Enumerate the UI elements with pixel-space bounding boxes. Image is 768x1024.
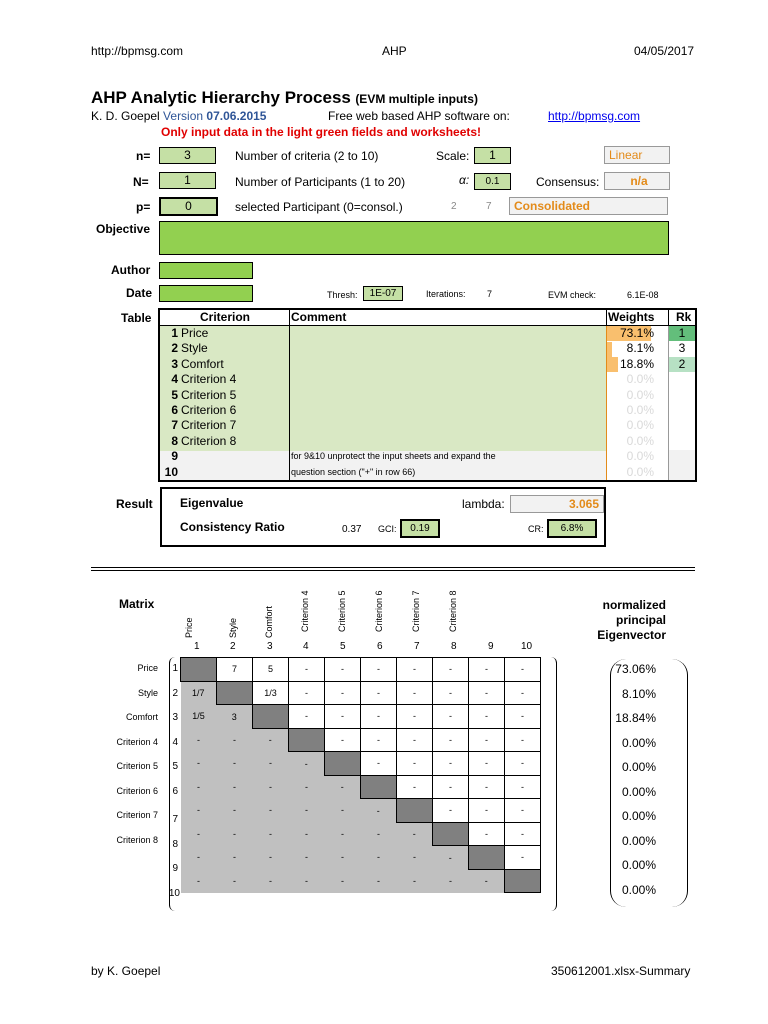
matrix-input-cell[interactable]: -: [361, 705, 397, 729]
row-label: Style 2: [137, 687, 178, 699]
matrix-input-cell[interactable]: -: [325, 728, 361, 752]
alpha-label: α:: [459, 173, 470, 187]
header-rk: Rk: [676, 310, 692, 324]
separator-line: [91, 570, 695, 571]
eigenvalue-label: Eigenvalue: [180, 496, 244, 510]
matrix-reciprocal-cell: -: [181, 775, 217, 799]
table-row: [160, 403, 695, 418]
iterations-label: Iterations:: [426, 289, 466, 299]
matrix-reciprocal-cell: -: [253, 869, 289, 893]
row-weight: 0.0%: [626, 464, 654, 479]
matrix-input-cell[interactable]: -: [289, 658, 325, 682]
matrix-reciprocal-cell: -: [433, 869, 469, 893]
matrix-diagonal-cell: [289, 728, 325, 752]
row-label: 9: [172, 863, 178, 874]
matrix-input-cell[interactable]: -: [505, 775, 541, 799]
matrix-reciprocal-cell: 3: [217, 705, 253, 729]
matrix-reciprocal-cell: -: [361, 822, 397, 846]
ev-value: 18.84%: [615, 711, 656, 725]
table-row: [160, 449, 695, 464]
matrix-row: [181, 728, 541, 752]
matrix-input-cell[interactable]: 1/3: [253, 681, 289, 705]
table-row: [160, 326, 695, 341]
matrix-label: Matrix: [119, 597, 155, 611]
matrix-row: [181, 822, 541, 846]
matrix-diagonal-cell: [181, 658, 217, 682]
version-date: 07.06.2015: [206, 109, 267, 123]
matrix-reciprocal-cell: -: [325, 775, 361, 799]
ev-title-line: normalized: [602, 598, 666, 612]
matrix-input-cell[interactable]: -: [397, 728, 433, 752]
row-num: 2: [171, 341, 178, 356]
divider: [668, 310, 669, 325]
n-label: n=: [136, 149, 151, 163]
bpmsg-link[interactable]: http://bpmsg.com: [548, 109, 641, 123]
p-desc: selected Participant (0=consol.): [235, 200, 403, 214]
matrix-input-cell[interactable]: -: [433, 681, 469, 705]
row-comment: for 9&10 unprotect the input sheets and expand the: [291, 451, 496, 462]
matrix-input-cell[interactable]: -: [469, 822, 505, 846]
row-name[interactable]: Criterion 7: [181, 418, 237, 433]
matrix-input-cell[interactable]: -: [325, 658, 361, 682]
table-row: [160, 388, 695, 403]
n-input[interactable]: 3: [159, 147, 216, 164]
matrix-reciprocal-cell: -: [253, 822, 289, 846]
ev-value: 0.00%: [621, 882, 656, 897]
result-label: Result: [116, 497, 153, 511]
consensus-label: Consensus:: [536, 175, 600, 189]
matrix-reciprocal-cell: -: [289, 822, 325, 846]
table-row: [160, 434, 695, 449]
matrix-row: [181, 846, 541, 870]
matrix-reciprocal-cell: -: [253, 799, 289, 823]
matrix-diagonal-cell: [433, 822, 469, 846]
num-a: 2: [451, 201, 457, 212]
row-num: 7: [171, 418, 178, 433]
ev-value: 0.00%: [621, 809, 656, 823]
evm-value: 6.1E-08: [627, 290, 659, 300]
date-field[interactable]: [159, 285, 253, 302]
ev-title-line: Eigenvector: [597, 628, 666, 642]
matrix-input-cell[interactable]: -: [433, 728, 469, 752]
matrix-input-cell[interactable]: -: [433, 799, 469, 823]
matrix-input-cell[interactable]: -: [361, 658, 397, 682]
consistency-ratio-label: Consistency Ratio: [180, 520, 285, 534]
row-label: Criterion 4 4: [116, 736, 178, 748]
matrix-row: [181, 658, 541, 682]
comparison-matrix: [180, 657, 541, 893]
matrix-input-cell[interactable]: 7: [217, 658, 253, 682]
gci-value: 0.19: [400, 519, 440, 538]
consolidated-box: Consolidated: [509, 197, 668, 215]
N-label: N=: [133, 175, 149, 189]
cr-number: 0.37: [342, 524, 362, 535]
matrix-input-cell[interactable]: -: [469, 752, 505, 776]
matrix-reciprocal-cell: -: [217, 846, 253, 870]
matrix-reciprocal-cell: -: [217, 869, 253, 893]
divider: [289, 310, 290, 325]
matrix-grid: [180, 657, 541, 893]
ev-value: 0.00%: [621, 735, 656, 750]
matrix-col-headers: Price Style Comfort Criterion 4 Criterion 5 Criterion 6 Criterion 7 Criterion 8: [184, 590, 458, 638]
row-weight: 0.0%: [626, 418, 654, 433]
author-field[interactable]: [159, 262, 253, 279]
header-left: http://bpmsg.com: [91, 44, 184, 58]
matrix-input-cell[interactable]: -: [469, 799, 505, 823]
matrix-reciprocal-cell: -: [181, 869, 217, 893]
table-row: [160, 357, 695, 372]
thresh-label: Thresh:: [327, 290, 358, 300]
row-name[interactable]: Style: [181, 341, 208, 356]
matrix-input-cell[interactable]: -: [361, 752, 397, 776]
p-input[interactable]: 0: [159, 197, 218, 216]
matrix-reciprocal-cell: -: [217, 822, 253, 846]
matrix-row: [181, 775, 541, 799]
matrix-row: [181, 799, 541, 823]
table-label: Table: [121, 311, 152, 325]
row-num: 6: [171, 402, 178, 417]
ev-value: 0.00%: [621, 833, 656, 848]
matrix-input-cell[interactable]: -: [469, 728, 505, 752]
matrix-reciprocal-cell: -: [181, 752, 217, 776]
eigenvector-values: [610, 659, 656, 904]
matrix-reciprocal-cell: -: [217, 728, 253, 752]
iterations-value: 7: [487, 289, 493, 299]
ev-value: 0.00%: [621, 760, 656, 774]
matrix-reciprocal-cell: -: [181, 846, 217, 870]
matrix-input-cell[interactable]: -: [361, 681, 397, 705]
matrix-diagonal-cell: [217, 681, 253, 705]
evm-label: EVM check:: [548, 290, 597, 300]
ev-value: 0.00%: [621, 858, 656, 872]
row-label: Price 1: [137, 663, 178, 674]
gci-label: GCI:: [378, 524, 397, 534]
matrix-input-cell[interactable]: -: [325, 705, 361, 729]
matrix-reciprocal-cell: -: [289, 775, 325, 799]
matrix-reciprocal-cell: -: [397, 869, 433, 893]
row-name[interactable]: Price: [181, 326, 209, 340]
row-num: 5: [171, 387, 178, 402]
row-label: 10: [168, 887, 180, 899]
matrix-row: [181, 752, 541, 776]
criteria-table: [158, 308, 697, 482]
matrix-input-cell[interactable]: -: [505, 705, 541, 729]
matrix-reciprocal-cell: -: [181, 728, 217, 752]
N-desc: Number of Participants (1 to 20): [235, 175, 406, 189]
matrix-reciprocal-cell: -: [325, 869, 361, 893]
row-label: Comfort 3: [125, 712, 178, 723]
row-weight: 0.0%: [626, 449, 654, 464]
row-rank: 2: [678, 356, 686, 371]
matrix-input-cell[interactable]: -: [505, 728, 541, 752]
matrix-input-cell[interactable]: -: [397, 681, 433, 705]
matrix-reciprocal-cell: -: [289, 846, 325, 870]
matrix-reciprocal-cell: -: [289, 799, 325, 823]
row-weight: 0.0%: [626, 433, 654, 448]
matrix-reciprocal-cell: -: [397, 822, 433, 846]
matrix-reciprocal-cell: -: [253, 728, 289, 752]
matrix-diagonal-cell: [253, 705, 289, 729]
author-name: K. D. Goepel: [91, 109, 160, 123]
matrix-reciprocal-cell: -: [181, 822, 217, 846]
row-name[interactable]: Criterion 4: [181, 372, 237, 387]
row-name[interactable]: Criterion 5: [181, 387, 237, 402]
objective-field[interactable]: [159, 221, 669, 255]
result-box: [160, 487, 606, 547]
matrix-reciprocal-cell: -: [181, 799, 217, 823]
matrix-input-cell[interactable]: 5: [253, 658, 289, 682]
matrix-input-cell[interactable]: -: [505, 799, 541, 823]
lambda-label: lambda:: [462, 497, 505, 511]
matrix-input-cell[interactable]: -: [397, 752, 433, 776]
num-b: 7: [486, 201, 492, 212]
row-weight: 8.1%: [626, 341, 654, 356]
matrix-reciprocal-cell: -: [325, 799, 361, 823]
separator-line: [91, 567, 695, 568]
matrix-input-cell[interactable]: -: [469, 775, 505, 799]
n-desc: Number of criteria (2 to 10): [235, 149, 379, 163]
footer-left: by K. Goepel: [91, 964, 161, 978]
ev-value: 0.00%: [621, 784, 656, 799]
matrix-reciprocal-cell: -: [217, 799, 253, 823]
row-num: 10: [164, 464, 178, 479]
matrix-input-cell[interactable]: -: [397, 775, 433, 799]
row-name[interactable]: Criterion 6: [181, 402, 237, 417]
row-weight: 0.0%: [626, 387, 654, 402]
matrix-reciprocal-cell: -: [217, 752, 253, 776]
matrix-reciprocal-cell: -: [289, 752, 325, 776]
scale-label: Scale:: [436, 149, 470, 163]
matrix-input-cell[interactable]: -: [289, 681, 325, 705]
matrix-reciprocal-cell: 1/5: [181, 705, 217, 729]
alpha-input[interactable]: 0.1: [474, 173, 511, 190]
warning-text: Only input data in the light green fields and worksheets!: [161, 125, 482, 139]
matrix-reciprocal-cell: -: [217, 775, 253, 799]
row-weight: 0.0%: [626, 402, 654, 417]
row-name[interactable]: Criterion 8: [181, 433, 237, 448]
matrix-diagonal-cell: [325, 752, 361, 776]
matrix-row: [181, 705, 541, 729]
title-sub: (EVM multiple inputs): [355, 92, 478, 106]
cr-value: 6.8%: [547, 519, 597, 538]
matrix-input-cell[interactable]: -: [505, 846, 541, 870]
matrix-input-cell[interactable]: -: [505, 658, 541, 682]
table-row: [160, 372, 695, 387]
row-rank: 3: [678, 341, 686, 356]
matrix-diagonal-cell: [361, 775, 397, 799]
title-main: AHP Analytic Hierarchy Process: [91, 88, 351, 107]
matrix-reciprocal-cell: -: [433, 846, 469, 870]
ev-value: 73.06%: [615, 662, 656, 676]
objective-label: Objective: [96, 222, 151, 236]
row-weight: 73.1%: [619, 326, 654, 340]
matrix-input-cell[interactable]: -: [469, 705, 505, 729]
matrix-reciprocal-cell: -: [325, 846, 361, 870]
matrix-input-cell[interactable]: -: [361, 728, 397, 752]
row-weight: 18.8%: [619, 356, 654, 371]
matrix-reciprocal-cell: -: [253, 775, 289, 799]
divider: [606, 310, 607, 325]
matrix-reciprocal-cell: -: [469, 869, 505, 893]
matrix-input-cell[interactable]: -: [325, 681, 361, 705]
matrix-input-cell[interactable]: -: [433, 705, 469, 729]
row-rank: 1: [678, 326, 686, 340]
matrix-row-labels: [100, 657, 180, 902]
matrix-diagonal-cell: [469, 846, 505, 870]
matrix-diagonal-cell: [505, 869, 541, 893]
row-label: Criterion 5 5: [116, 761, 178, 772]
row-num: 3: [171, 356, 178, 371]
table-row: [160, 418, 695, 433]
header-comment: Comment: [291, 310, 347, 324]
matrix-input-cell[interactable]: -: [397, 705, 433, 729]
consensus-value: n/a: [604, 172, 670, 190]
matrix-input-cell[interactable]: -: [505, 822, 541, 846]
header-criterion: Criterion: [200, 310, 251, 324]
matrix-reciprocal-cell: -: [361, 846, 397, 870]
matrix-row: [181, 869, 541, 893]
matrix-reciprocal-cell: -: [361, 799, 397, 823]
matrix-input-cell[interactable]: -: [505, 681, 541, 705]
eigenvector-title: [582, 598, 666, 643]
matrix-reciprocal-cell: -: [253, 846, 289, 870]
title: [91, 88, 478, 108]
row-label: Criterion 8 8: [116, 834, 178, 850]
row-num: 9: [171, 449, 178, 464]
matrix-input-cell[interactable]: -: [433, 658, 469, 682]
ev-title-line: principal: [615, 613, 666, 627]
row-comment: question section ("+" in row 66): [291, 466, 416, 477]
matrix-reciprocal-cell: -: [325, 822, 361, 846]
row-name[interactable]: Comfort: [181, 356, 224, 371]
row-num: 4: [171, 372, 178, 387]
matrix-row: [181, 681, 541, 705]
thresh-input[interactable]: 1E-07: [363, 286, 403, 301]
matrix-input-cell[interactable]: -: [397, 658, 433, 682]
matrix-reciprocal-cell: -: [289, 869, 325, 893]
row-label: Criterion 7 7: [116, 810, 178, 825]
matrix-left-bracket: [169, 657, 176, 911]
matrix-reciprocal-cell: 1/7: [181, 681, 217, 705]
matrix-input-cell[interactable]: -: [289, 705, 325, 729]
matrix-input-cell[interactable]: -: [505, 752, 541, 776]
row-label: Criterion 6 6: [116, 785, 178, 797]
free-web-text: Free web based AHP software on:: [328, 109, 510, 123]
author-line: [91, 109, 266, 123]
ev-value: 8.10%: [621, 686, 656, 701]
scale-name: Linear: [604, 146, 670, 164]
matrix-reciprocal-cell: -: [397, 846, 433, 870]
matrix-input-cell[interactable]: -: [469, 681, 505, 705]
footer-right: 350612001.xlsx-Summary: [551, 964, 691, 978]
scale-input[interactable]: 1: [474, 147, 511, 164]
version-label: Version: [163, 109, 204, 123]
matrix-input-cell[interactable]: -: [433, 775, 469, 799]
table-row: [160, 465, 695, 480]
matrix-reciprocal-cell: -: [253, 752, 289, 776]
row-num: 1: [171, 326, 178, 340]
N-input[interactable]: 1: [159, 172, 216, 189]
row-weight: 0.0%: [626, 372, 654, 387]
matrix-right-bracket: [550, 657, 557, 911]
lambda-value: 3.065: [510, 495, 604, 513]
header-weights: Weights: [608, 310, 655, 324]
header-right: 04/05/2017: [634, 44, 695, 58]
header-center: AHP: [382, 44, 407, 58]
matrix-diagonal-cell: [397, 799, 433, 823]
cr-label: CR:: [528, 524, 544, 534]
row-num: 8: [171, 433, 178, 448]
matrix-input-cell[interactable]: -: [469, 658, 505, 682]
table-rows: [160, 326, 695, 480]
table-row: [160, 341, 695, 356]
table-header-row: [160, 310, 695, 326]
date-label: Date: [126, 286, 153, 300]
p-label: p=: [136, 200, 151, 214]
matrix-reciprocal-cell: -: [361, 869, 397, 893]
author-label: Author: [111, 263, 151, 277]
matrix-input-cell[interactable]: -: [433, 752, 469, 776]
